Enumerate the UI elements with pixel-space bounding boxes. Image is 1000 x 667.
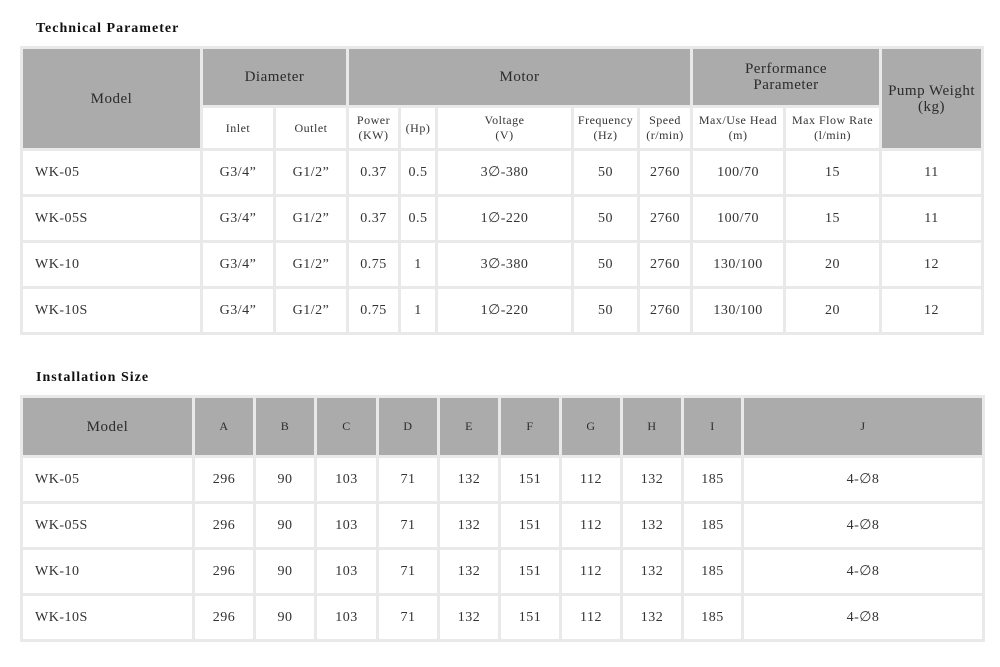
header-h: H — [623, 398, 681, 455]
cell-c: 103 — [317, 550, 376, 593]
header-flow-line1: Max Flow Rate — [791, 113, 874, 127]
cell-c: 103 — [317, 458, 376, 501]
cell-outlet: G1/2” — [276, 197, 346, 240]
cell-g: 112 — [562, 550, 620, 593]
cell-hp: 1 — [401, 289, 435, 332]
header-head-line2: (m) — [728, 128, 748, 142]
cell-f: 151 — [501, 504, 559, 547]
cell-f: 151 — [501, 550, 559, 593]
header-a: A — [195, 398, 253, 455]
cell-voltage: 3∅-380 — [438, 151, 571, 194]
cell-model: WK-05S — [23, 504, 192, 547]
cell-voltage: 1∅-220 — [438, 289, 571, 332]
cell-inlet: G3/4” — [203, 243, 273, 286]
header-model: Model — [23, 49, 200, 148]
header-f: F — [501, 398, 559, 455]
cell-hp: 0.5 — [401, 197, 435, 240]
header-frequency — [574, 108, 637, 148]
cell-weight: 11 — [882, 151, 981, 194]
cell-model: WK-05S — [23, 197, 200, 240]
cell-b: 90 — [256, 504, 314, 547]
cell-flow: 15 — [786, 151, 879, 194]
cell-flow: 20 — [786, 289, 879, 332]
cell-model: WK-10S — [23, 289, 200, 332]
header-model: Model — [23, 398, 192, 455]
cell-outlet: G1/2” — [276, 151, 346, 194]
cell-f: 151 — [501, 458, 559, 501]
cell-inlet: G3/4” — [203, 151, 273, 194]
cell-i: 185 — [684, 504, 741, 547]
header-i: I — [684, 398, 741, 455]
cell-model: WK-10 — [23, 243, 200, 286]
header-speed — [640, 108, 690, 148]
cell-i: 185 — [684, 550, 741, 593]
header-voltage — [438, 108, 571, 148]
header-e: E — [440, 398, 498, 455]
cell-i: 185 — [684, 596, 741, 639]
cell-b: 90 — [256, 550, 314, 593]
cell-frequency: 50 — [574, 289, 637, 332]
header-power-line2: (KW) — [358, 128, 389, 142]
cell-frequency: 50 — [574, 151, 637, 194]
cell-j: 4-∅8 — [744, 458, 982, 501]
cell-c: 103 — [317, 596, 376, 639]
table-row — [23, 289, 981, 332]
cell-g: 112 — [562, 596, 620, 639]
header-outlet: Outlet — [276, 108, 346, 148]
table-row — [23, 151, 981, 194]
cell-i: 185 — [684, 458, 741, 501]
cell-voltage: 3∅-380 — [438, 243, 571, 286]
cell-speed: 2760 — [640, 197, 690, 240]
header-head — [693, 108, 783, 148]
header-performance-line1: Performance — [744, 61, 828, 77]
cell-model: WK-05 — [23, 151, 200, 194]
installation-size-table — [20, 395, 985, 642]
cell-e: 132 — [440, 596, 498, 639]
header-performance-line2: Parameter — [753, 77, 819, 93]
header-power — [349, 108, 398, 148]
cell-a: 296 — [195, 596, 253, 639]
cell-e: 132 — [440, 504, 498, 547]
cell-model: WK-05 — [23, 458, 192, 501]
header-d: D — [379, 398, 437, 455]
table-row — [23, 243, 981, 286]
cell-h: 132 — [623, 550, 681, 593]
header-frequency-line2: (Hz) — [593, 128, 618, 142]
cell-head: 130/100 — [693, 289, 783, 332]
cell-power: 0.37 — [349, 151, 398, 194]
cell-model: WK-10S — [23, 596, 192, 639]
cell-head: 130/100 — [693, 243, 783, 286]
table-row — [23, 197, 981, 240]
cell-speed: 2760 — [640, 243, 690, 286]
cell-h: 132 — [623, 458, 681, 501]
cell-power: 0.75 — [349, 243, 398, 286]
cell-h: 132 — [623, 596, 681, 639]
cell-frequency: 50 — [574, 197, 637, 240]
cell-d: 71 — [379, 596, 437, 639]
header-performance — [693, 49, 879, 105]
cell-a: 296 — [195, 550, 253, 593]
cell-e: 132 — [440, 458, 498, 501]
table-row — [23, 504, 982, 547]
cell-flow: 20 — [786, 243, 879, 286]
cell-b: 90 — [256, 458, 314, 501]
cell-power: 0.75 — [349, 289, 398, 332]
cell-h: 132 — [623, 504, 681, 547]
header-head-line1: Max/Use Head — [698, 113, 778, 127]
installation-size-title: Installation Size — [36, 370, 150, 385]
cell-weight: 12 — [882, 289, 981, 332]
header-diameter: Diameter — [203, 49, 346, 105]
table-row — [23, 550, 982, 593]
header-flow-line2: (l/min) — [814, 128, 851, 142]
header-speed-line1: Speed — [649, 113, 681, 127]
header-motor: Motor — [349, 49, 690, 105]
header-power-line1: Power — [356, 113, 391, 127]
cell-voltage: 1∅-220 — [438, 197, 571, 240]
cell-f: 151 — [501, 596, 559, 639]
cell-g: 112 — [562, 458, 620, 501]
table-row — [23, 458, 982, 501]
cell-head: 100/70 — [693, 151, 783, 194]
cell-model: WK-10 — [23, 550, 192, 593]
cell-j: 4-∅8 — [744, 550, 982, 593]
cell-power: 0.37 — [349, 197, 398, 240]
cell-a: 296 — [195, 458, 253, 501]
cell-g: 112 — [562, 504, 620, 547]
header-flow — [786, 108, 879, 148]
cell-outlet: G1/2” — [276, 289, 346, 332]
technical-parameter-title: Technical Parameter — [36, 21, 180, 36]
header-b: B — [256, 398, 314, 455]
header-g: G — [562, 398, 620, 455]
cell-inlet: G3/4” — [203, 197, 273, 240]
cell-j: 4-∅8 — [744, 596, 982, 639]
cell-flow: 15 — [786, 197, 879, 240]
cell-c: 103 — [317, 504, 376, 547]
cell-d: 71 — [379, 550, 437, 593]
cell-e: 132 — [440, 550, 498, 593]
header-j: J — [744, 398, 982, 455]
cell-hp: 1 — [401, 243, 435, 286]
cell-speed: 2760 — [640, 151, 690, 194]
technical-parameter-table — [20, 46, 984, 335]
header-voltage-line1: Voltage — [484, 113, 525, 127]
cell-b: 90 — [256, 596, 314, 639]
header-weight-line1: Pump Weight — [888, 82, 976, 99]
header-pump-weight — [882, 49, 981, 148]
cell-a: 296 — [195, 504, 253, 547]
header-hp: (Hp) — [401, 108, 435, 148]
header-inlet: Inlet — [203, 108, 273, 148]
cell-frequency: 50 — [574, 243, 637, 286]
cell-speed: 2760 — [640, 289, 690, 332]
table-row — [23, 596, 982, 639]
header-c: C — [317, 398, 376, 455]
cell-d: 71 — [379, 458, 437, 501]
cell-d: 71 — [379, 504, 437, 547]
cell-j: 4-∅8 — [744, 504, 982, 547]
header-speed-line2: (r/min) — [646, 128, 684, 142]
cell-outlet: G1/2” — [276, 243, 346, 286]
header-voltage-line2: (V) — [495, 128, 514, 142]
cell-inlet: G3/4” — [203, 289, 273, 332]
cell-hp: 0.5 — [401, 151, 435, 194]
cell-head: 100/70 — [693, 197, 783, 240]
cell-weight: 11 — [882, 197, 981, 240]
header-weight-line2: (kg) — [918, 98, 946, 115]
cell-weight: 12 — [882, 243, 981, 286]
header-frequency-line1: Frequency — [577, 113, 634, 127]
